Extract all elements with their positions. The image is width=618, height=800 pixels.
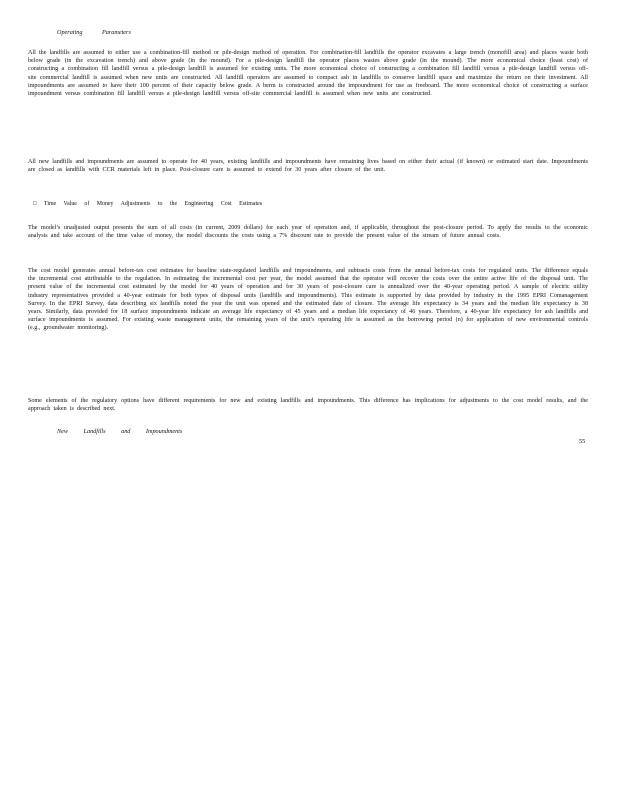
section-heading-time-value: □ Time Value of Money Adjustments to the Engineering Cost Estimates <box>33 201 263 207</box>
paragraph-regulatory-options: Some elements of the regulatory options have different requirements for new and existing landfills and impoundments. This difference has implications for adjustments to the cost model results, and the approach taken is described next. <box>28 398 588 413</box>
page-number: 55 <box>579 438 586 445</box>
operating-parameters-heading: Operating Parameters <box>57 29 131 36</box>
paragraph-cost-model: The cost model generates annual before-tax cost estimates for baseline state-regulated landfills and impoundments, and subtracts costs from the annual before-tax costs for regulated units. The difference equals the incremental cost attributable to the regulation. In estimating the incremental cost per year, the model assumed that the operator will recover the costs over the entire active life of the disposal unit. The present value of the incremental cost estimated by the model for 40 years of operation and for 30 years of post-closure care is annualized over the 40-year operating period. A sample of electric utility industry representatives provided a 40-year estimate for both types of disposal units (landfills and impoundments). This estimate is supported by data provided by industry in the 1995 EPRI Comanagement Survey. In the EPRI Survey, data describing six landfills noted the year the unit was opened and the estimated date of closure. The average life expectancy is 34 years and the median life expectancy is 38 years. Similarly, data provided for 18 surface impoundments indicate an average life expectancy of 45 years and a median life expectancy of 46 years. Therefore, a 40-year life expectancy for ash landfills and surface impoundments is assumed. For existing waste management units, the remaining years of the unit’s operating life is assumed as the borrowing period (n) for application of new environmental controls (e.g., groundwater monitoring). <box>28 268 588 332</box>
new-landfills-heading: New Landfills and Impoundments <box>57 428 183 435</box>
paragraph-operating-methods: All the landfills are assumed to either use a combination-fill method or pile-design method of operation. For combination-fill landfills the operator excavates a large trench (monofill area) and places waste both below grade (in the excavation trench) and above grade (in the mound). For a pile-design landfill the operator places wastes above grade (in the mound). The more economical choice (least cost) of constructing a combination fill landfill versus a pile-design landfill is assumed for existing units. The more economical choice of constructing a combination fill landfill versus a pile-design landfill versus off-site commercial landfill is assumed when new units are constructed. All landfill operators are assumed to compact ash in landfills to conserve landfill space and maximize the return on their investment. All impoundments are assumed to have their 100 percent of their capacity below grade. A berm is constructed around the impoundment for use as freeboard. The more economical choice of constructing a surface impoundment versus combination fill landfill versus a pile-design landfill versus off-site commercial landfill is assumed when new units are constructed. <box>28 50 588 98</box>
paragraph-unadjusted-output: The model’s unadjusted output presents the sum of all costs (in current, 2009 dollars) for each year of operation and, if applicable, throughout the post-closure period. To apply the results to the economic analysis and take account of the time value of money, the model discounts the costs using a 7% discount rate to provide the present value of the stream of future annual costs. <box>28 225 588 240</box>
paragraph-operating-life: All new landfills and impoundments are assumed to operate for 40 years, existing landfills and impoundments have remaining lives based on either their actual (if known) or estimated start date. Impoundments are closed as landfills with CCR materials left in place. Post-closure care is assumed to extend for 30 years after closure of the unit. <box>28 159 588 174</box>
